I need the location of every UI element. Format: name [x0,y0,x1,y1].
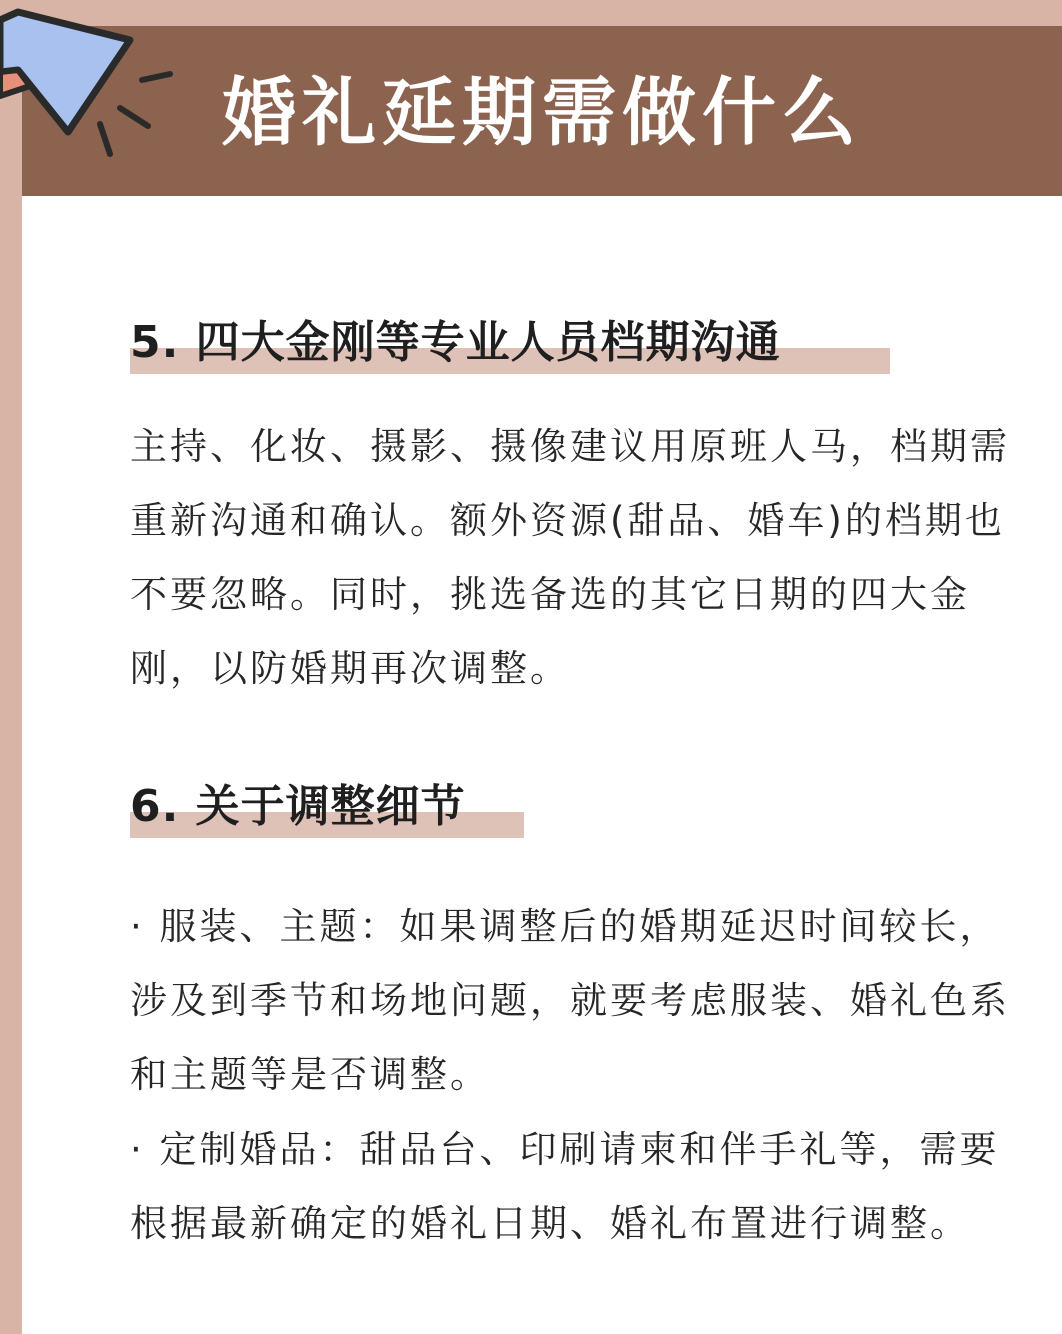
page-title: 婚礼延期需做什么 [222,70,862,156]
section-heading [130,776,466,838]
section-heading [130,312,781,374]
section-heading-text: 5. 四大金刚等专业人员档期沟通 [130,317,781,368]
section-paragraph: 主持、化妆、摄影、摄像建议用原班人马，档期需重新沟通和确认。额外资源(甜品、婚车)的档期也不要忽略。同时，挑选备选的其它日期的四大金刚，以防婚期再次调整。 [130,425,1010,690]
section-heading-text: 6. 关于调整细节 [130,781,466,832]
megaphone-icon [0,0,190,170]
bullet-paragraph: · 服装、主题：如果调整后的婚期延迟时间较长，涉及到季节和场地问题，就要考虑服装、婚礼色系和主题等是否调整。 [130,905,1010,1096]
bullet-paragraph: · 定制婚品：甜品台、印刷请柬和伴手礼等，需要根据最新确定的婚礼日期、婚礼布置进行调整。 [130,1128,1000,1245]
